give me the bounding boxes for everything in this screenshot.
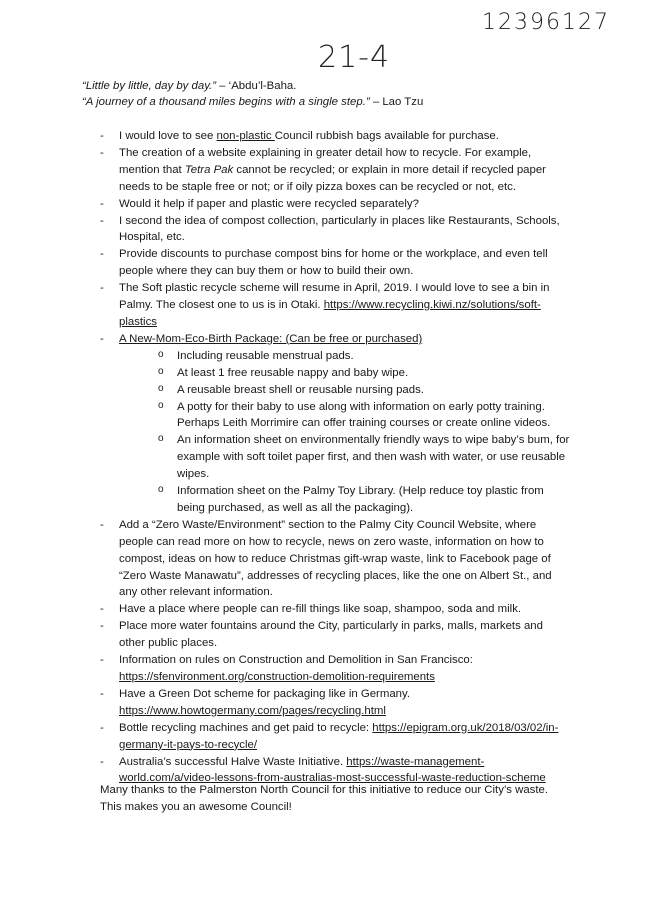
sfenvironment-link[interactable]: https://sfenvironment.org/construction-demolition-requirements — [119, 671, 435, 683]
quote-text: “A journey of a thousand miles begins with a single step.” — [82, 96, 370, 108]
quote-author: – ‘Abdu’l-Baha. — [216, 80, 297, 92]
list-item: - Bottle recycling machines and get paid to recycle: https://epigram.org.uk/2018/03/02/in-germany-it-pays-to-recycle/ — [100, 720, 570, 754]
sub-list-item: o At least 1 free reusable nappy and baby wipe. — [158, 365, 570, 382]
list-item: - I second the idea of compost collection, particularly in places like Restaurants, Schools, Hospital, etc. — [100, 213, 570, 247]
list-item: - Information on rules on Construction and Demolition in San Francisco: https://sfenvironment.org/construction-demolition-requirements — [100, 652, 570, 686]
italic-text: Tetra Pak — [184, 163, 234, 176]
list-item: - Have a Green Dot scheme for packaging like in Germany. https://www.howtogermany.com/pages/recycling.html — [100, 686, 570, 720]
sub-list-item: o Including reusable menstrual pads. — [158, 348, 570, 365]
handwritten-document-code: 21-4 — [318, 40, 391, 75]
list-item: - The creation of a website explaining in greater detail how to recycle. For example, mention that Tetra Pak cannot be recycled; or explain in more detail if recycled paper needs to be staple free or not; or if oily pizza boxes can be recycled or not, etc. — [100, 145, 570, 196]
quote-author: – Lao Tzu — [369, 96, 424, 108]
list-item: - I would love to see non-plastic Council rubbish bags available for purchase. — [100, 128, 570, 145]
sub-list-item: o Information sheet on the Palmy Toy Library. (Help reduce toy plastic from being purchased, as well as all the packaging). — [158, 483, 570, 517]
quote-1 — [82, 78, 423, 94]
list-item: - The Soft plastic recycle scheme will resume in April, 2019. I would love to see a bin in Palmy. The closest one to us is in Otaki. https://www.recycling.kiwi.nz/solutions/soft-plastics — [100, 280, 570, 331]
sub-list-item: o A potty for their baby to use along with information on early potty training. Perhaps Leith Morrimire can offer training courses or create online videos. — [158, 399, 570, 433]
list-item: - Place more water fountains around the City, particularly in parks, malls, markets and other public places. — [100, 618, 570, 652]
list-item: - Australia’s successful Halve Waste Initiative. https://waste-management-world.com/a/video-lessons-from-australias-most-successful-waste-reduction-scheme — [100, 754, 570, 788]
underlined-text: non-plastic — [216, 130, 275, 142]
package-sublist — [119, 348, 570, 517]
list-item — [100, 331, 570, 517]
quote-text: “Little by little, day by day.” — [82, 80, 217, 92]
list-item: - Would it help if paper and plastic were recycled separately? — [100, 196, 570, 213]
soft-plastics-link[interactable]: https://www.recycling.kiwi.nz/solutions/soft-plastics — [119, 299, 541, 328]
list-item: - Have a place where people can re-fill things like soap, shampoo, soda and milk. — [100, 601, 570, 618]
howtogermany-link[interactable]: https://www.howtogermany.com/pages/recycling.html — [119, 704, 386, 717]
sub-list-item: o An information sheet on environmentally friendly ways to wipe baby’s bum, for example with soft toilet paper first, and then wash with water, or use reusable wipes. — [158, 432, 570, 483]
quotes-block — [82, 78, 423, 110]
epigram-link[interactable]: https://epigram.org.uk/2018/03/02/in-germany-it-pays-to-recycle/ — [119, 721, 559, 751]
closing-paragraph: Many thanks to the Palmerston North Council for this initiative to reduce our City’s waste. This makes you an awesome Council! — [100, 784, 549, 813]
waste-management-link[interactable]: https://waste-management-world.com/a/video-lessons-from-australias-most-successful-waste-reduction-scheme — [119, 755, 546, 785]
handwritten-reference-number: 12396127 — [482, 10, 610, 35]
quote-2 — [82, 94, 423, 110]
sub-list-item: o A reusable breast shell or reusable nursing pads. — [158, 382, 570, 399]
package-heading: A New-Mom-Eco-Birth Package: (Can be free or purchased) — [119, 332, 423, 345]
suggestions-list — [100, 128, 570, 787]
list-item: - Add a “Zero Waste/Environment” section to the Palmy City Council Website, where people can read more on how to recycle, news on zero waste, information on how to compost, ideas on how to reduce Christmas gift-wrap waste, link to Facebook page of “Zero Waste Manawatu”, addresses of recycling places, like the one on Albert St., and any other relevant information. — [100, 517, 570, 602]
list-item: - Provide discounts to purchase compost bins for home or the workplace, and even tell people where they can buy them or how to build their own. — [100, 246, 570, 280]
